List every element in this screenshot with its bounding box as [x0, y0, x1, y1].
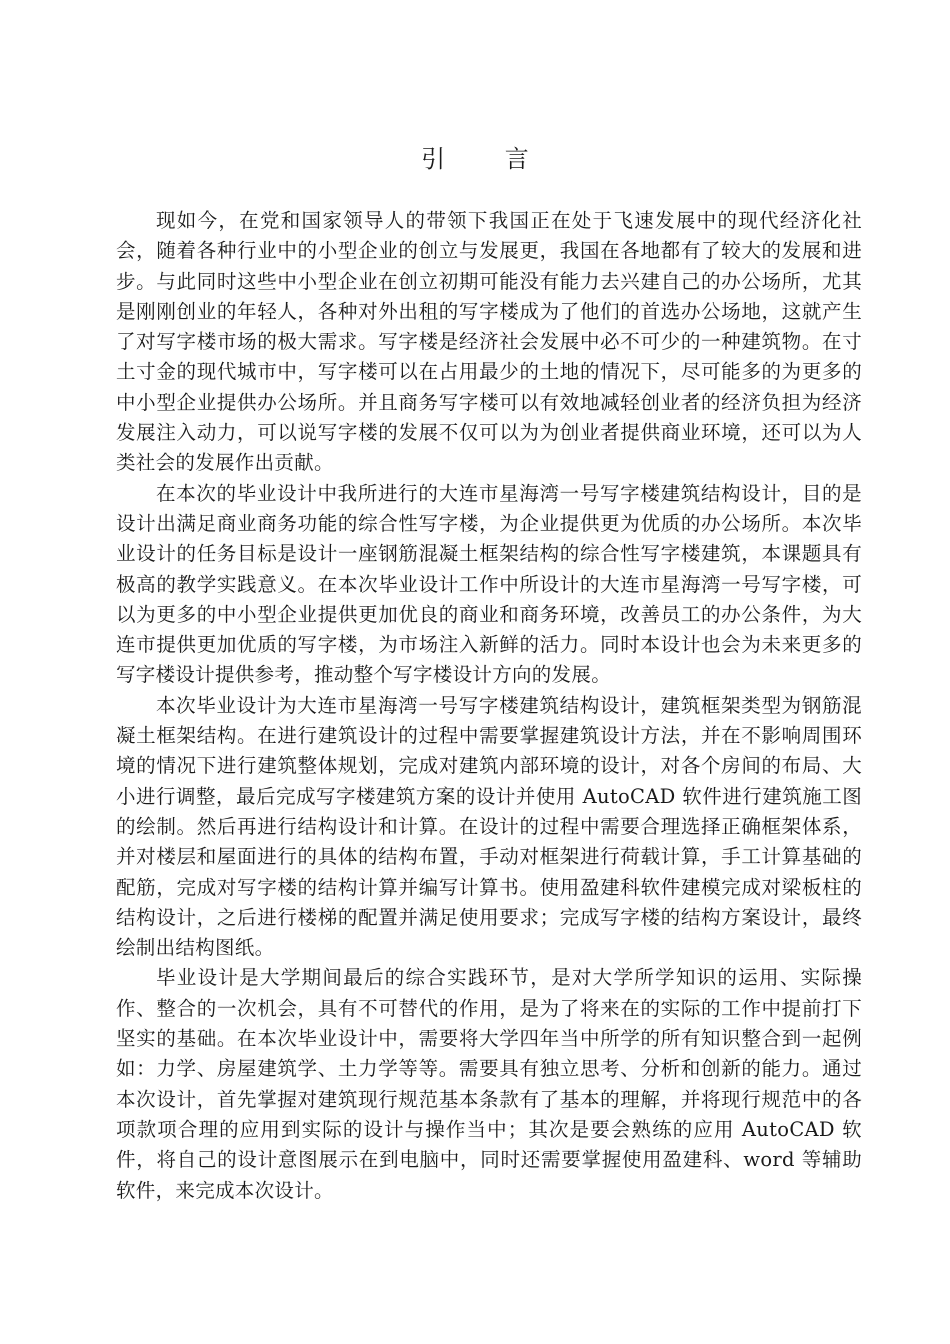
paragraph-1: 现如今，在党和国家领导人的带领下我国正在处于飞速发展中的现代经济化社会，随着各种行业中的小型企业的创立与发展更，我国在各地都有了较大的发展和进步。与此同时这些中小型企业在创立初期可能没有能力去兴建自己的办公场所，尤其是刚刚创业的年轻人，各种对外出租的写字楼成为了他们的首选办公场地，这就产生了对写字楼市场的极大需求。写字楼是经济社会发展中必不可少的一种建筑物。在寸土寸金的现代城市中，写字楼可以在占用最少的土地的情况下，尽可能多的为更多的中小型企业提供办公场所。并且商务写字楼可以有效地减轻创业者的经济负担为经济发展注入动力，可以说写字楼的发展不仅可以为为创业者提供商业环境，还可以为人类社会的发展作出贡献。 — [116, 209, 862, 475]
document-body — [116, 206, 862, 1206]
paragraph-4: 毕业设计是大学期间最后的综合实践环节，是对大学所学知识的运用、实际操作、整合的一次机会，具有不可替代的作用，是为了将来在的实际的工作中提前打下坚实的基础。在本次毕业设计中，需要将大学四年当中所学的所有知识整合到一起例如：力学、房屋建筑学、土力学等等。需要具有独立思考、分析和创新的能力。通过本次设计，首先掌握对建筑现行规范基本条款有了基本的理解，并将现行规范中的各项款项合理的应用到实际的设计与操作当中；其次是要会熟练的应用 AutoCAD 软件，将自己的设计意图展示在到电脑中，同时还需要掌握使用盈建科、word 等辅助软件，来完成本次设计。 — [116, 966, 862, 1202]
page-title: 引 言 — [421, 145, 555, 173]
paragraph-2: 在本次的毕业设计中我所进行的大连市星海湾一号写字楼建筑结构设计，目的是设计出满足商业商务功能的综合性写字楼，为企业提供更为优质的办公场所。本次毕业设计的任务目标是设计一座钢筋混凝土框架结构的综合性写字楼建筑，本课题具有极高的教学实践意义。在本次毕业设计工作中所设计的大连市星海湾一号写字楼，可以为更多的中小型企业提供更加优良的商业和商务环境，改善员工的办公条件，为大连市提供更加优质的写字楼，为市场注入新鲜的活力。同时本设计也会为未来更多的写字楼设计提供参考，推动整个写字楼设计方向的发展。 — [116, 481, 862, 687]
paragraph-3: 本次毕业设计为大连市星海湾一号写字楼建筑结构设计，建筑框架类型为钢筋混凝土框架结构。在进行建筑设计的过程中需要掌握建筑设计方法，并在不影响周围环境的情况下进行建筑整体规划，完成对建筑内部环境的设计，对各个房间的布局、大小进行调整，最后完成写字楼建筑方案的设计并使用 AutoCAD 软件进行建筑施工图的绘制。然后再进行结构设计和计算。在设计的过程中需要合理选择正确框架体系，并对楼层和屋面进行的具体的结构布置，手动对框架进行荷载计算，手工计算基础的配筋，完成对写字楼的结构计算并编写计算书。使用盈建科软件建模完成对梁板柱的结构设计，之后进行楼梯的配置并满足使用要求；完成写字楼的结构方案设计，最终绘制出结构图纸。 — [116, 693, 862, 960]
